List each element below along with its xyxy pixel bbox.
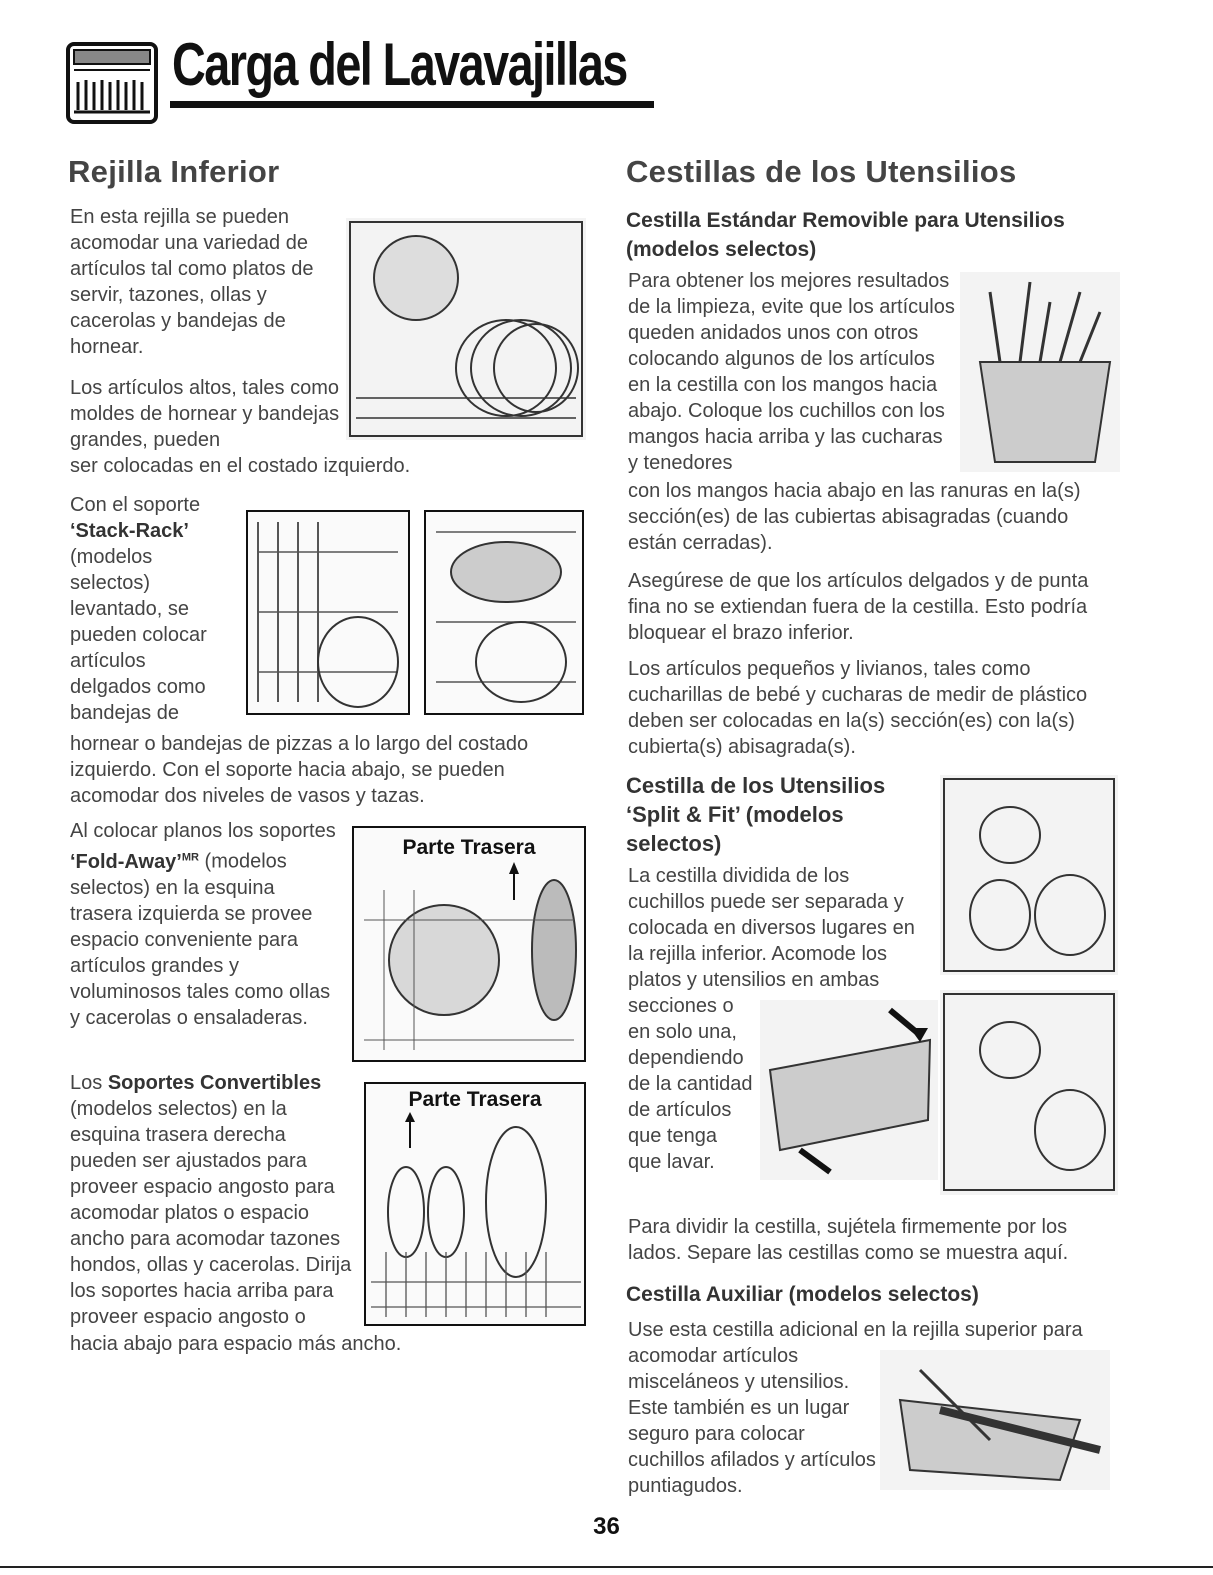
paragraph-split-fit-1: La cestilla dividida de los cuchillos puede ser separada y colocada en diversos lugares en la rejilla inferior. Acomode los platos y utensilios en ambas bbox=[628, 865, 915, 991]
subheading-cestilla-estandar: Cestilla Estándar Removible para Utensilios (modelos selectos) bbox=[626, 209, 1065, 261]
stack-rack-down-illustration bbox=[424, 510, 584, 715]
subheading-cestilla-auxiliar: Cestilla Auxiliar (modelos selectos) bbox=[626, 1283, 979, 1306]
title-underline bbox=[170, 101, 654, 108]
fold-away-illustration bbox=[352, 826, 586, 1062]
paragraph-stack-rack-cont: hornear o bandejas de pizzas a lo largo del costado izquierdo. Con el soporte hacia abajo, se pueden acomodar dos niveles de vasos y tazas. bbox=[70, 733, 529, 807]
paragraph-stack-rack: Con el soporte ‘Stack-Rack’ (modelos selectos) levantado, se pueden colocar artículos delgados como bandejas de bbox=[70, 494, 207, 724]
paragraph-pequenos: Los artículos pequeños y livianos, tales como cucharillas de bebé y cucharas de medir de plástico deben ser colocadas en la(s) sección(es) con la(s) cubierta(s) abisagrada(s). bbox=[628, 658, 1088, 758]
paragraph-dividir: Para dividir la cestilla, sujétela firmemente por los lados. Separe las cestillas como se muestra aquí. bbox=[628, 1216, 1069, 1264]
paragraph-rejilla-intro: En esta rejilla se pueden acomodar una variedad de artículos tal como platos de servir, tazones, ollas y cacerolas y bandejas de hornear. bbox=[70, 206, 314, 358]
paragraph-articulos-altos-2: ser colocadas en el costado izquierdo. bbox=[70, 455, 411, 477]
paragraph-fold-away: Al colocar planos los soportes ‘Fold-Away’$^{MR}$ (modelos selectos) en la esquina trasera izquierda se provee espacio conveniente para artículos grandes y voluminosos tales como ollas y cacerolas o ensaladeras. bbox=[70, 820, 336, 1029]
heading-rejilla-inferior: Rejilla Inferior bbox=[68, 154, 280, 189]
heading-cestillas: Cestillas de los Utensilios bbox=[626, 154, 1017, 189]
paragraph-split-fit-2: secciones o en solo una, dependiendo de la cantidad de artículos que tenga que lavar. bbox=[628, 995, 753, 1173]
split-fit-rack-bottom-illustration bbox=[940, 990, 1118, 1195]
subheading-split-fit: Cestilla de los Utensilios ‘Split & Fit’ (modelos selectos) bbox=[626, 773, 886, 856]
lower-rack-illustration bbox=[346, 218, 586, 440]
paragraph-articulos-altos-1: Los artículos altos, tales como moldes de hornear y bandejas grandes, pueden bbox=[70, 377, 340, 451]
stack-rack-up-illustration bbox=[246, 510, 410, 715]
auxiliary-basket-illustration bbox=[880, 1350, 1110, 1490]
paragraph-auxiliar-1: Use esta cestilla adicional en la rejilla superior para bbox=[628, 1319, 1083, 1341]
page-title: Carga del Lavavajillas bbox=[172, 31, 627, 98]
paragraph-cestilla-estandar-2: con los mangos hacia abajo en las ranuras en la(s) sección(es) de las cubiertas abisagradas (cuando están cerradas). bbox=[628, 480, 1081, 554]
paragraph-auxiliar-2: acomodar artículos misceláneos y utensilios. Este también es un lugar seguro para colocar cuchillos afilados y artículos puntiagudos. bbox=[628, 1345, 876, 1497]
bottom-rule bbox=[0, 1566, 1213, 1568]
paragraph-convertibles-cont: hacia abajo para espacio más ancho. bbox=[70, 1333, 402, 1355]
figure-caption-back: Parte Trasera bbox=[402, 836, 536, 859]
dishwasher-icon bbox=[62, 40, 162, 126]
paragraph-delgados: Asegúrese de que los artículos delgados y de punta fina no se extiendan fuera de la cestilla. Esto podría bloquear el brazo inferior. bbox=[628, 570, 1089, 644]
page-number: 36 bbox=[593, 1513, 620, 1540]
figure-caption-back-2: Parte Trasera bbox=[408, 1088, 542, 1111]
silverware-basket-illustration bbox=[960, 272, 1120, 472]
split-fit-rack-top-illustration bbox=[940, 775, 1118, 975]
paragraph-cestilla-estandar-1: Para obtener los mejores resultados de la limpieza, evite que los artículos queden anidados unos con otros colocando algunos de los artículos en la cestilla con los mangos hacia abajo. Coloque los cuchillos con los mangos hacia arriba y las cucharas y tenedores bbox=[628, 270, 955, 474]
split-basket-hands-illustration bbox=[760, 1000, 938, 1180]
convertible-tines-illustration bbox=[364, 1082, 586, 1326]
paragraph-convertibles: Los Soportes Convertibles (modelos selectos) en la esquina trasera derecha pueden ser ajustados para proveer espacio angosto para acomodar platos o espacio ancho para acomodar tazones hondos, ollas y cacerolas. Dirija los soportes hacia arriba para proveer espacio angosto o bbox=[70, 1072, 352, 1328]
